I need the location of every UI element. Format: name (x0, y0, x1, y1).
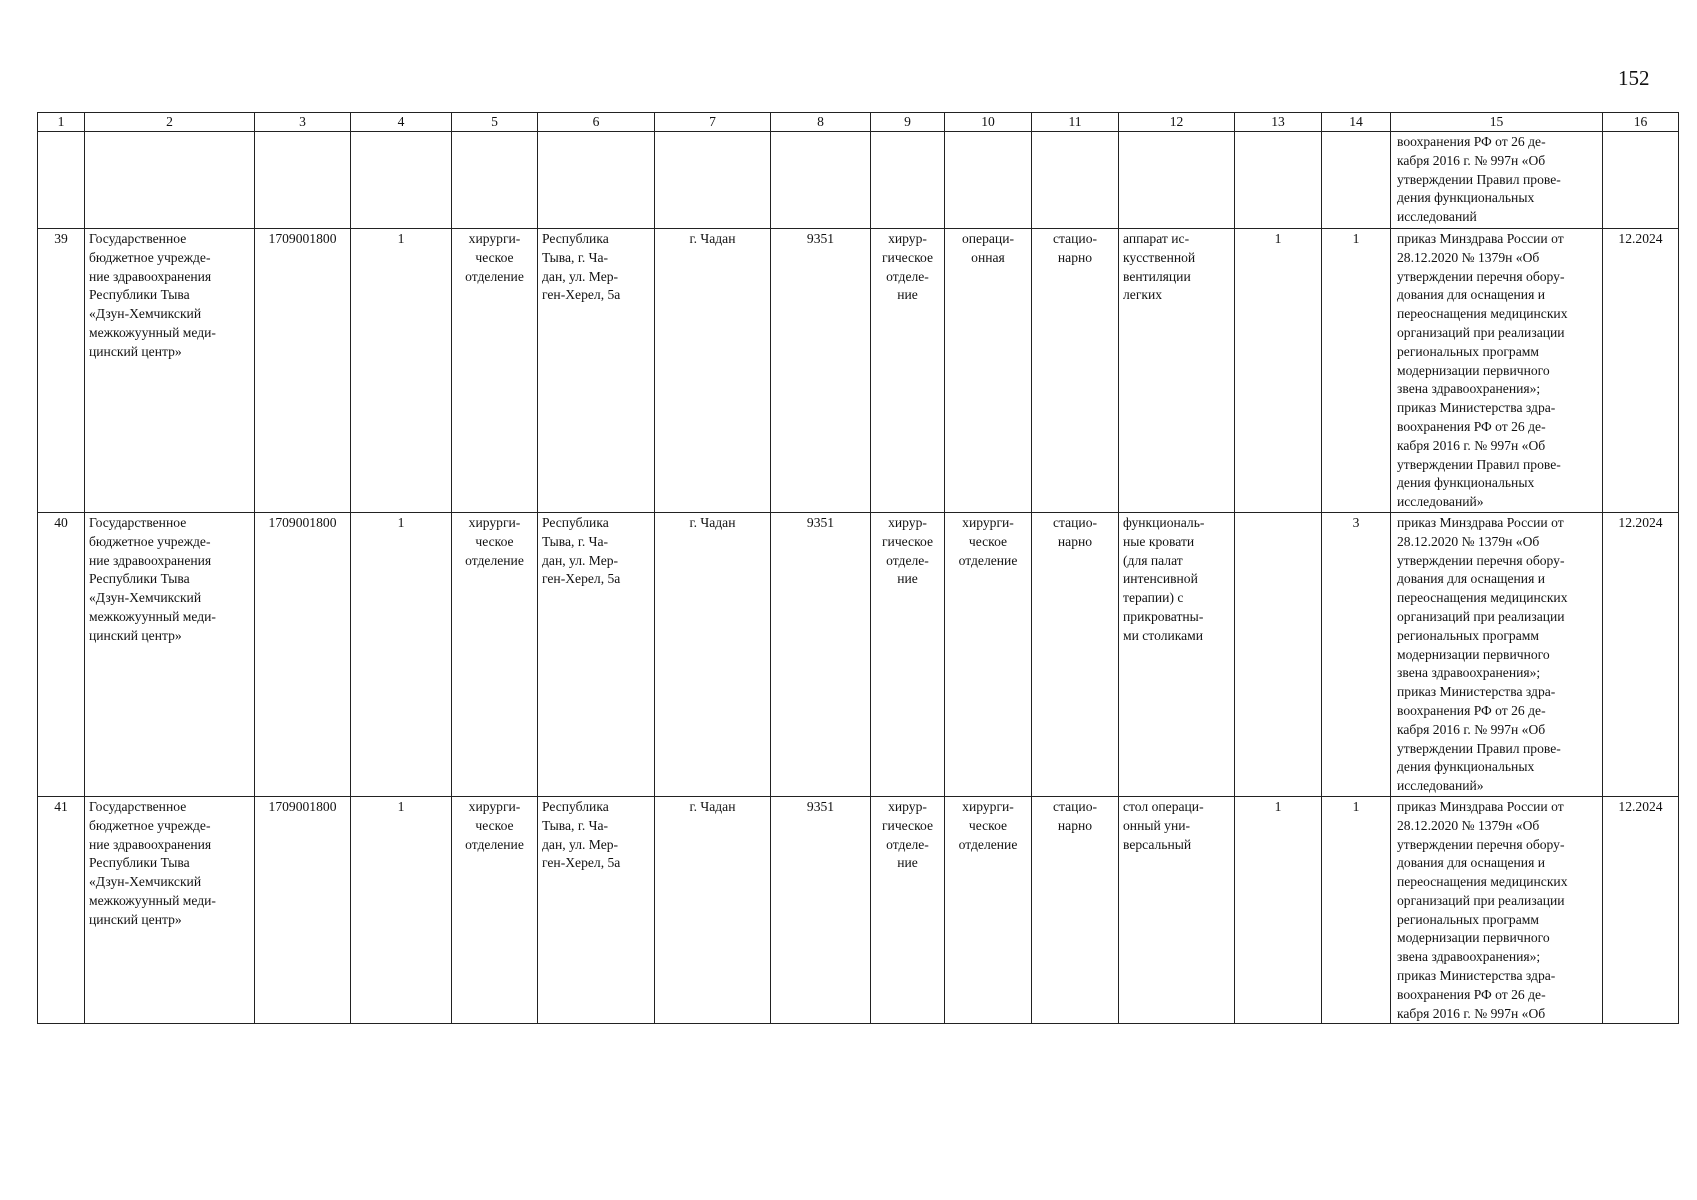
cell-address (538, 132, 655, 229)
cell-col11: стацио- нарно (1032, 512, 1119, 796)
cell-col8: 9351 (771, 796, 871, 1024)
cell-equipment: стол операци- онный уни- версальный (1119, 796, 1235, 1024)
cell-department (452, 132, 538, 229)
cell-col9: хирур- гическое отделе- ние (871, 796, 945, 1024)
cell-col9: хирур- гическое отделе- ние (871, 512, 945, 796)
cell-code: 1709001800 (255, 229, 351, 513)
cell-number: 41 (38, 796, 85, 1024)
column-number: 10 (945, 113, 1032, 132)
column-number: 7 (655, 113, 771, 132)
cell-col10: хирурги- ческое отделение (945, 796, 1032, 1024)
cell-number (38, 132, 85, 229)
cell-basis: воохранения РФ от 26 де- кабря 2016 г. № 997н «Об утверждении Правил прове- дения функциональных исследований (1391, 132, 1603, 229)
cell-col11: стацио- нарно (1032, 796, 1119, 1024)
cell-col4: 1 (351, 796, 452, 1024)
cell-equipment (1119, 132, 1235, 229)
cell-col10 (945, 132, 1032, 229)
cell-number: 39 (38, 229, 85, 513)
cell-equipment: функциональ- ные кровати (для палат интенсивной терапии) с прикроватны- ми столиками (1119, 512, 1235, 796)
cell-basis: приказ Минздрава России от 28.12.2020 № 1379н «Об утверждении перечня обору- дования для оснащения и переоснащения медицинских организаций при реализации региональных программ модернизации первичного звена здравоохранения»; приказ Министерства здра- воохранения РФ от 26 де- кабря 2016 г. № 997н «Об (1391, 796, 1603, 1024)
cell-col9: хирур- гическое отделе- ние (871, 229, 945, 513)
cell-institution: Государственное бюджетное учрежде- ние здравоохранения Республики Тыва «Дзун-Хемчикский межкожуунный меди- цинский центр» (85, 229, 255, 513)
cell-code (255, 132, 351, 229)
cell-city: г. Чадан (655, 229, 771, 513)
column-number: 2 (85, 113, 255, 132)
table-row (38, 229, 1679, 513)
column-number: 15 (1391, 113, 1603, 132)
cell-institution: Государственное бюджетное учрежде- ние здравоохранения Республики Тыва «Дзун-Хемчикский межкожуунный меди- цинский центр» (85, 512, 255, 796)
cell-code: 1709001800 (255, 796, 351, 1024)
cell-department: хирурги- ческое отделение (452, 796, 538, 1024)
column-number: 3 (255, 113, 351, 132)
column-number: 5 (452, 113, 538, 132)
cell-col13 (1235, 512, 1322, 796)
cell-date: 12.2024 (1603, 229, 1679, 513)
cell-col8: 9351 (771, 512, 871, 796)
cell-col14 (1322, 132, 1391, 229)
cell-department: хирурги- ческое отделение (452, 229, 538, 513)
cell-date: 12.2024 (1603, 796, 1679, 1024)
column-number: 8 (771, 113, 871, 132)
cell-address: Республика Тыва, г. Ча- дан, ул. Мер- ген-Херел, 5а (538, 796, 655, 1024)
column-number-row (38, 113, 1679, 132)
cell-col8 (771, 132, 871, 229)
cell-col13: 1 (1235, 796, 1322, 1024)
cell-basis: приказ Минздрава России от 28.12.2020 № 1379н «Об утверждении перечня обору- дования для оснащения и переоснащения медицинских организаций при реализации региональных программ модернизации первичного звена здравоохранения»; приказ Министерства здра- воохранения РФ от 26 де- кабря 2016 г. № 997н «Об утверждении Правил прове- дения функциональных исследований» (1391, 229, 1603, 513)
cell-address: Республика Тыва, г. Ча- дан, ул. Мер- ген-Херел, 5а (538, 512, 655, 796)
cell-col11 (1032, 132, 1119, 229)
column-number: 16 (1603, 113, 1679, 132)
cell-col14: 1 (1322, 796, 1391, 1024)
cell-equipment: аппарат ис- кусственной вентиляции легких (1119, 229, 1235, 513)
table-row-continuation (38, 132, 1679, 229)
cell-col4: 1 (351, 229, 452, 513)
cell-col4: 1 (351, 512, 452, 796)
cell-address: Республика Тыва, г. Ча- дан, ул. Мер- ген-Херел, 5а (538, 229, 655, 513)
cell-col9 (871, 132, 945, 229)
column-number: 1 (38, 113, 85, 132)
cell-col4 (351, 132, 452, 229)
cell-col13: 1 (1235, 229, 1322, 513)
cell-code: 1709001800 (255, 512, 351, 796)
column-number: 6 (538, 113, 655, 132)
cell-basis: приказ Минздрава России от 28.12.2020 № 1379н «Об утверждении перечня обору- дования для оснащения и переоснащения медицинских организаций при реализации региональных программ модернизации первичного звена здравоохранения»; приказ Министерства здра- воохранения РФ от 26 де- кабря 2016 г. № 997н «Об утверждении Правил прове- дения функциональных исследований» (1391, 512, 1603, 796)
cell-col11: стацио- нарно (1032, 229, 1119, 513)
table-row (38, 512, 1679, 796)
cell-institution (85, 132, 255, 229)
column-number: 12 (1119, 113, 1235, 132)
cell-col14: 3 (1322, 512, 1391, 796)
column-number: 4 (351, 113, 452, 132)
cell-number: 40 (38, 512, 85, 796)
cell-city (655, 132, 771, 229)
cell-date: 12.2024 (1603, 512, 1679, 796)
cell-city: г. Чадан (655, 512, 771, 796)
column-number: 13 (1235, 113, 1322, 132)
cell-col14: 1 (1322, 229, 1391, 513)
cell-col10: операци- онная (945, 229, 1032, 513)
cell-institution: Государственное бюджетное учрежде- ние здравоохранения Республики Тыва «Дзун-Хемчикский межкожуунный меди- цинский центр» (85, 796, 255, 1024)
column-number: 14 (1322, 113, 1391, 132)
equipment-table (37, 112, 1679, 1024)
cell-date (1603, 132, 1679, 229)
cell-col8: 9351 (771, 229, 871, 513)
cell-col13 (1235, 132, 1322, 229)
table-row (38, 796, 1679, 1024)
column-number: 9 (871, 113, 945, 132)
cell-department: хирурги- ческое отделение (452, 512, 538, 796)
cell-city: г. Чадан (655, 796, 771, 1024)
page-number: 152 (1618, 66, 1650, 90)
column-number: 11 (1032, 113, 1119, 132)
cell-col10: хирурги- ческое отделение (945, 512, 1032, 796)
